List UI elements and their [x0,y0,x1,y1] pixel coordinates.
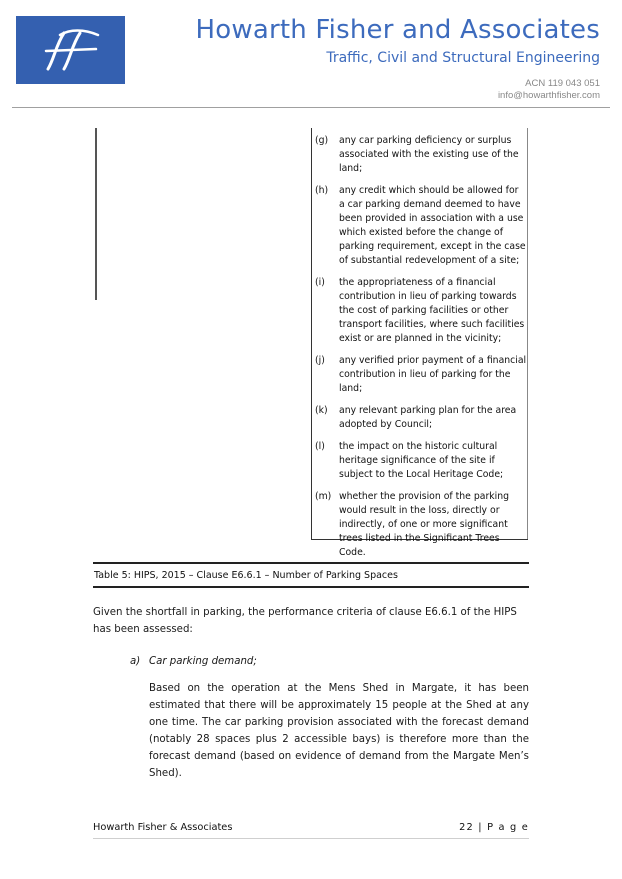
item-label: (i) [315,277,325,288]
page-number: 22 | P a g e [459,822,529,833]
item-label: (h) [315,185,329,196]
list-item [315,490,527,560]
hf-monogram-icon [36,25,106,75]
footer-divider [93,838,529,839]
footer-company: Howarth Fisher & Associates [93,822,233,833]
list-item [315,134,527,176]
item-text: any relevant parking plan for the area adopted by Council; [339,405,517,430]
table-caption-text: Table 5: HIPS, 2015 – Clause E6.6.1 – Number of Parking Spaces [94,569,398,581]
table-right-border [527,128,528,540]
table-left-border [95,128,97,300]
item-text: the impact on the historic cultural heritage significance of the site if subject to the Local Heritage Code; [339,441,504,480]
item-label: (j) [315,355,325,366]
body-paragraph: Based on the operation at the Mens Shed in Margate, it has been estimated that there will be approximately 15 people at the Shed at any one time. The car parking provision associated with the forecast demand (notably 28 spaces plus 2 accessible bays) is therefore more than the forecast demand (based on evidence of demand from the Margate Men’s Shed). [149,683,529,779]
acn-number: ACN 119 043 051 [525,78,600,89]
company-email[interactable]: info@howarthfisher.com [497,90,600,101]
item-label: (l) [315,441,325,452]
intro-paragraph: Given the shortfall in parking, the performance criteria of clause E6.6.1 of the HIPS has been assessed: [93,607,517,635]
table-caption [93,562,529,588]
list-item [315,440,527,482]
item-text: any car parking deficiency or surplus associated with the existing use of the land; [339,135,519,174]
item-label: (m) [315,491,332,502]
table-column-divider [311,128,312,540]
list-item [315,404,527,432]
item-label: (k) [315,405,328,416]
header-divider [12,107,610,108]
company-name: Howarth Fisher and Associates [195,15,600,45]
list-item [315,276,527,346]
company-header [160,14,600,66]
criteria-list [315,134,527,568]
item-text: any credit which should be allowed for a car parking demand deemed to have been provided in association with a use which existed before the change of parking requirement, except in the case of substantial redevelopment of a site; [339,185,526,266]
subsection-title: Car parking demand; [149,656,257,667]
list-item [315,354,527,396]
page-footer [93,822,529,833]
item-label: (g) [315,135,329,146]
company-tagline: Traffic, Civil and Structural Engineering [326,50,600,66]
item-text: the appropriateness of a financial contribution in lieu of parking towards the cost of parking facilities or other transport facilities, where such facilities exist or are planned in the vicinity; [339,277,525,344]
subsection-number: a) [130,656,141,667]
item-text: whether the provision of the parking would result in the loss, directly or indirectly, of one or more significant trees listed in the Significant Trees Code. [339,491,510,558]
company-logo [16,16,125,84]
list-item [315,184,527,268]
subsection-heading [130,653,530,670]
item-text: any verified prior payment of a financial contribution in lieu of parking for the land; [339,355,527,394]
company-meta [498,78,600,102]
